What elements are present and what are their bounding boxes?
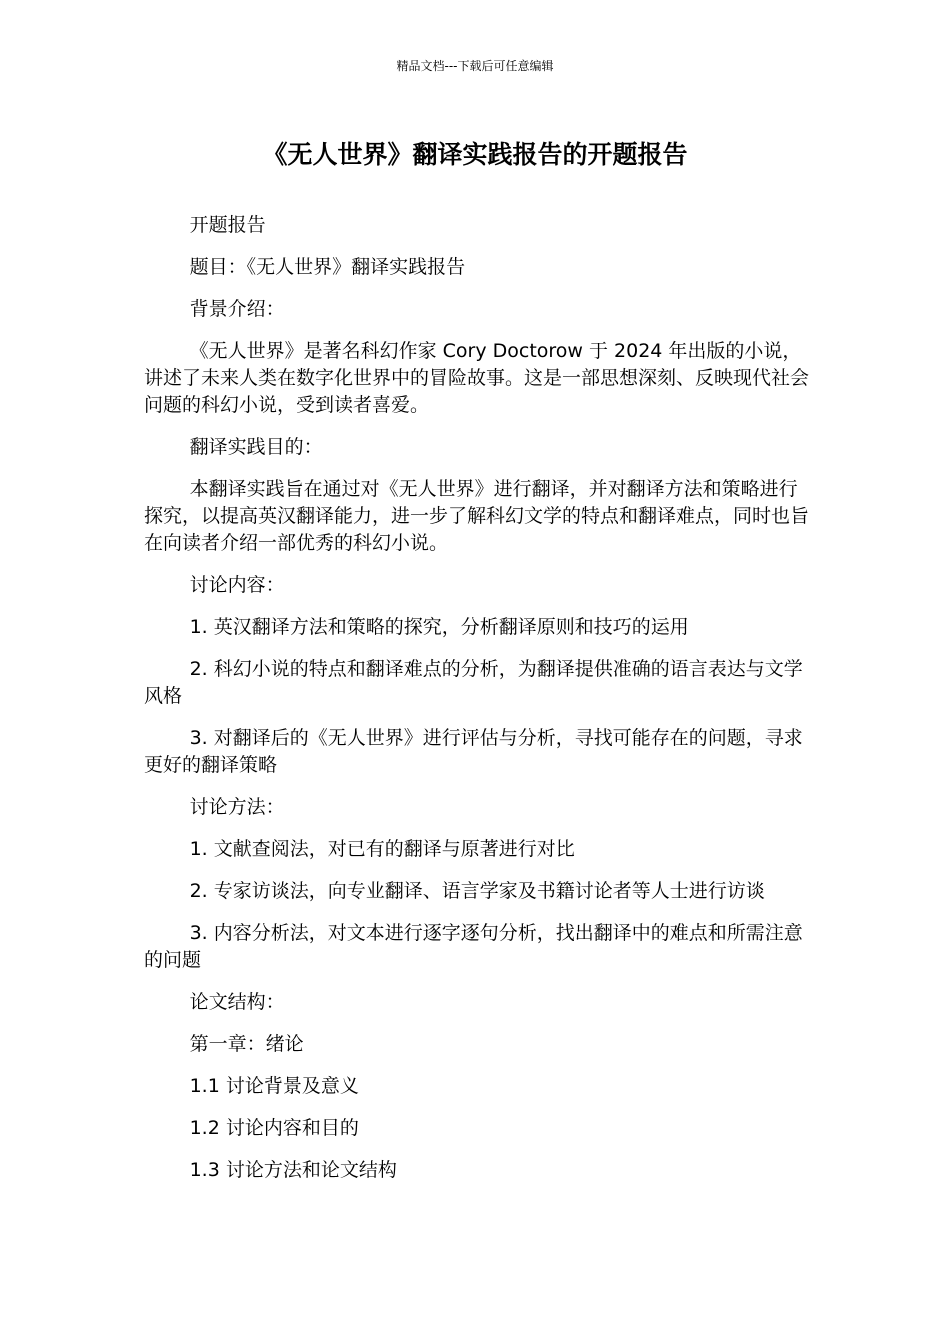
paragraph-topic: 题目：《无人世界》翻译实践报告: [189, 256, 466, 278]
paragraph-background-text: 《无人世界》是著名科幻作家 Cory Doctorow 于 2024 年出版的小说，讲述了未来人类在数字化世界中的冒险故事。这是一部思想深刻、反映现代社会问题的科幻小说，受到读者喜爱。: [144, 340, 810, 416]
paragraph-content-item-3: 3. 对翻译后的《无人世界》进行评估与分析，寻找可能存在的问题，寻求更好的翻译策略: [144, 727, 803, 776]
document-body: [144, 212, 812, 1199]
paragraph-method-item-3: 3. 内容分析法，对文本进行逐字逐句分析，找出翻译中的难点和所需注意的问题: [144, 922, 803, 971]
paragraph-heading-background: 背景介绍：: [189, 298, 285, 320]
paragraph-heading-methods: 讨论方法：: [189, 796, 285, 818]
paragraph-section-1-2: 1.2 讨论内容和目的: [189, 1117, 359, 1139]
paragraph-section-1-1: 1.1 讨论背景及意义: [189, 1075, 359, 1097]
page-header-note: 精品文档---下载后可任意编辑: [396, 59, 554, 73]
paragraph-section-1-3: 1.3 讨论方法和论文结构: [189, 1159, 397, 1181]
paragraph-section-label: 开题报告: [189, 214, 266, 236]
paragraph-heading-structure: 论文结构：: [189, 991, 285, 1013]
paragraph-method-item-1: 1. 文献查阅法，对已有的翻译与原著进行对比: [189, 838, 575, 860]
document-title: 《无人世界》翻译实践报告的开题报告: [262, 140, 688, 169]
paragraph-heading-content: 讨论内容：: [189, 574, 285, 596]
paragraph-content-item-2: 2. 科幻小说的特点和翻译难点的分析，为翻译提供准确的语言表达与文学风格: [144, 658, 803, 707]
paragraph-method-item-2: 2. 专家访谈法，向专业翻译、语言学家及书籍讨论者等人士进行访谈: [189, 880, 765, 902]
paragraph-chapter-1: 第一章：绪论: [189, 1033, 304, 1055]
paragraph-content-item-1: 1. 英汉翻译方法和策略的探究，分析翻译原则和技巧的运用: [189, 616, 689, 638]
paragraph-purpose-text: 本翻译实践旨在通过对《无人世界》进行翻译，并对翻译方法和策略进行探究，以提高英汉翻译能力，进一步了解科幻文学的特点和翻译难点，同时也旨在向读者介绍一部优秀的科幻小说。: [144, 478, 810, 554]
paragraph-heading-purpose: 翻译实践目的：: [189, 436, 323, 458]
